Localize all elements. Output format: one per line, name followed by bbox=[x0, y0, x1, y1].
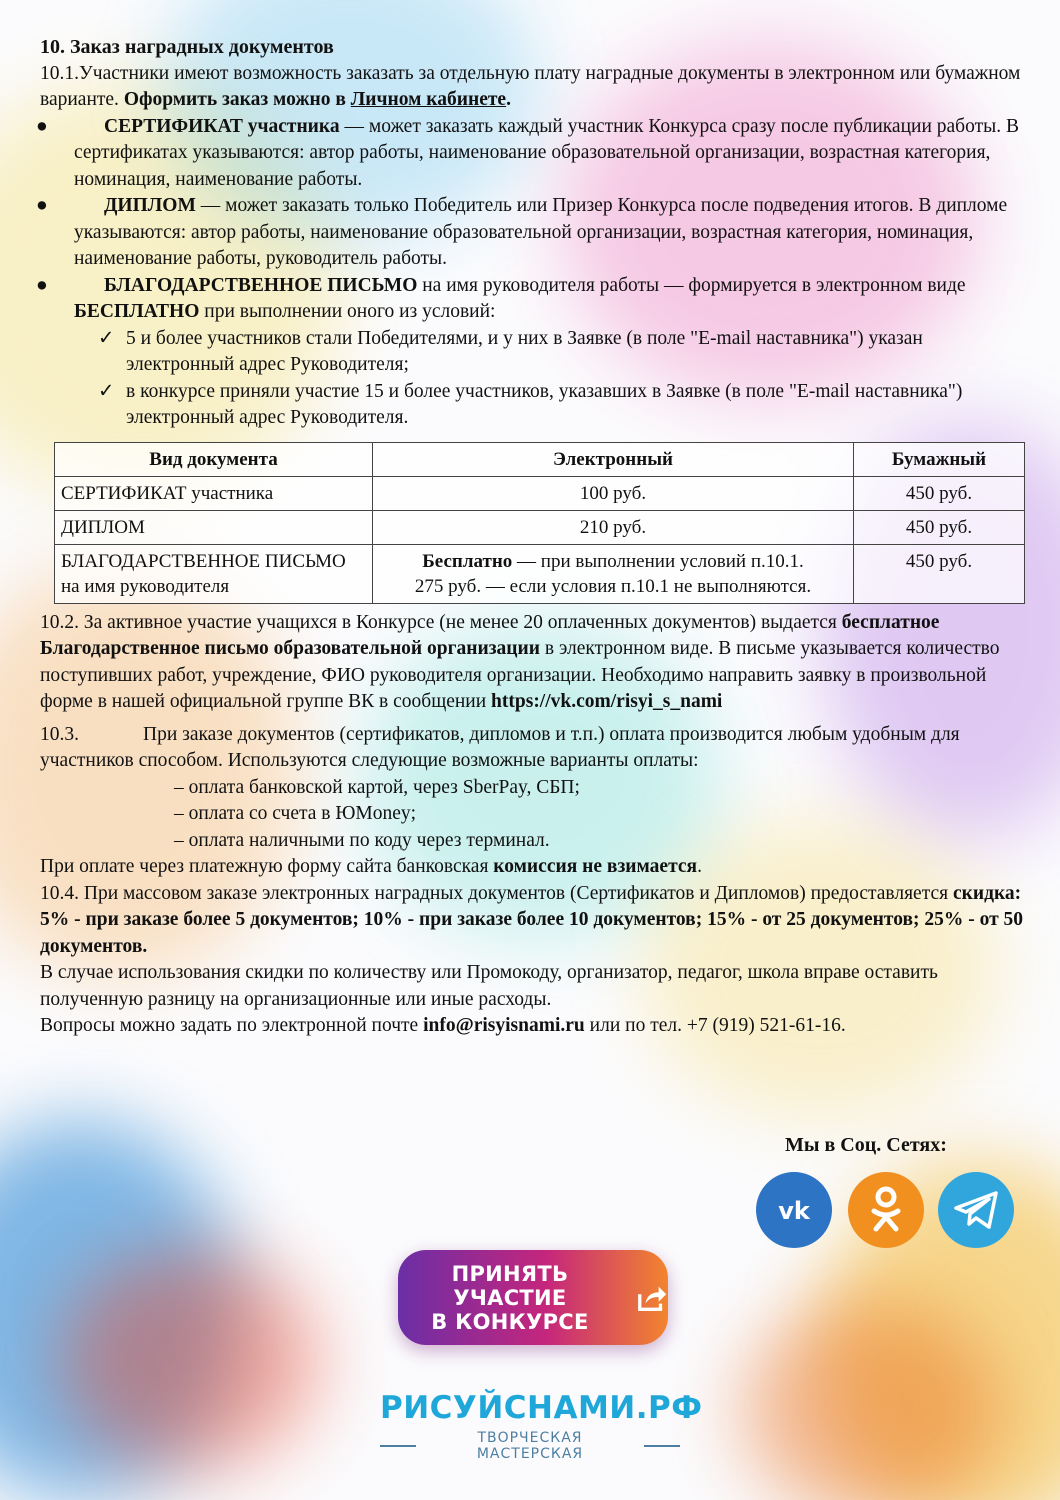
section-heading: 10. Заказ наградных документов bbox=[40, 36, 334, 58]
checkmark-icon: ✓ bbox=[98, 380, 115, 402]
table-row: СЕРТИФИКАТ участника 100 руб. 450 руб. bbox=[55, 476, 1025, 510]
participate-button[interactable]: ПРИНЯТЬ УЧАСТИЕ В КОНКУРСЕ bbox=[398, 1250, 668, 1345]
contacts: Вопросы можно задать по электронной почте info@risyisnami.ru или по тел. +7 (919) 521-61-16. bbox=[40, 1015, 846, 1036]
price-table bbox=[54, 442, 1025, 604]
table-header-row: Вид документа Электронный Бумажный bbox=[55, 442, 1025, 476]
list-item: ✓ в конкурсе приняли участие 15 и более участников, указавших в Заявке (в поле "E-mail наставника") электронный адрес Руководителя. bbox=[98, 380, 963, 428]
list-item: – оплата со счета в ЮMoney; bbox=[174, 803, 417, 824]
list-item: ● БЛАГОДАРСТВЕННОЕ ПИСЬМО на имя руководителя работы — формируется в электронном виде БЕСПЛАТНО при выполнении оного из условий: bbox=[36, 274, 966, 322]
table-row: БЛАГОДАРСТВЕННОЕ ПИСЬМО на имя руководителя Бесплатно — при выполнении условий п.10.1. 275 руб. — если условия п.10.1 не выполняются. 450 руб. bbox=[55, 544, 1025, 603]
list-item: – оплата банковской картой, через SberPay, СБП; bbox=[174, 776, 580, 798]
payment-options bbox=[40, 775, 1030, 855]
odnoklassniki-button[interactable] bbox=[848, 1172, 924, 1248]
list-item: – оплата наличными по коду через терминал. bbox=[174, 829, 550, 851]
paragraph-10-1: 10.1.Участники имеют возможность заказать за отдельную плату наградные документы в электронном или бумажном варианте. Оформить заказ можно в Личном кабинете. bbox=[40, 62, 1021, 110]
conditions-list bbox=[40, 326, 1030, 432]
document-types-list bbox=[36, 114, 1030, 326]
table-row: ДИПЛОМ 210 руб. 450 руб. bbox=[55, 510, 1025, 544]
vk-group-link[interactable]: https://vk.com/risyi_s_nami bbox=[491, 691, 723, 712]
list-item: ● СЕРТИФИКАТ участника — может заказать каждый участник Конкурса сразу после публикации работы. В сертификатах указываются: автор работы, наименование образовательной организации, возрастная категория, номинация, наименование работы. bbox=[36, 115, 1019, 190]
brand-logo: РИСУЙСНАМИ.РФ ТВОРЧЕСКАЯ МАСТЕРСКАЯ bbox=[380, 1390, 703, 1462]
commission-note: При оплате через платежную форму сайта банковская комиссия не взимается. bbox=[40, 856, 702, 877]
email-link[interactable]: info@risyisnami.ru bbox=[423, 1015, 585, 1036]
svg-text:vk: vk bbox=[778, 1197, 810, 1225]
share-icon bbox=[636, 1282, 668, 1314]
vk-button[interactable] bbox=[756, 1172, 832, 1248]
telegram-icon bbox=[954, 1191, 998, 1229]
paragraph-10-2: 10.2. За активное участие учащихся в Конкурсе (не менее 20 оплаченных документов) выдается бесплатное Благодарственное письмо образовательной организации в электронном виде. В письме указывается количество поступивших работ, учреждение, ФИО руководителя организации. Необходимо направить заявку в произвольной форме в нашей официальной группе ВК в сообщении https://vk.com/risyi_s_nami bbox=[40, 611, 1000, 712]
list-item: ● ДИПЛОМ — может заказать только Победитель или Призер Конкурса после подведения итогов. В дипломе указываются: автор работы, наименование образовательной организации, возрастная категория, номинация, наименование работы, руководитель работы. bbox=[36, 195, 1008, 269]
vk-icon bbox=[771, 1195, 817, 1225]
social-title: Мы в Соц. Сетях: bbox=[785, 1134, 947, 1156]
discount-note: В случае использования скидки по количеству или Промокоду, организатор, педагог, школа вправе оставить полученную разницу на организационные или иные расходы. bbox=[40, 962, 938, 1010]
telegram-button[interactable] bbox=[938, 1172, 1014, 1248]
odnoklassniki-icon bbox=[866, 1185, 906, 1235]
paragraph-10-4: 10.4. При массовом заказе электронных наградных документов (Сертификатов и Дипломов) предоставляется скидка: 5% - при заказе более 5 документов; 10% - при заказе более 10 документов; 15% - от 25 документов; 25% - от 50 документов. bbox=[40, 882, 1024, 957]
paragraph-10-3: 10.3. При заказе документов (сертификатов, дипломов и т.п.) оплата производится любым удобным для участников способом. Используются следующие возможные варианты оплаты: bbox=[40, 723, 960, 771]
document-body bbox=[36, 34, 1030, 1040]
checkmark-icon: ✓ bbox=[98, 327, 115, 349]
personal-account-link[interactable]: Личном кабинете bbox=[350, 89, 507, 110]
list-item: ✓ 5 и более участников стали Победителями, и у них в Заявке (в поле "E-mail наставника") указан электронный адрес Руководителя; bbox=[98, 327, 923, 375]
